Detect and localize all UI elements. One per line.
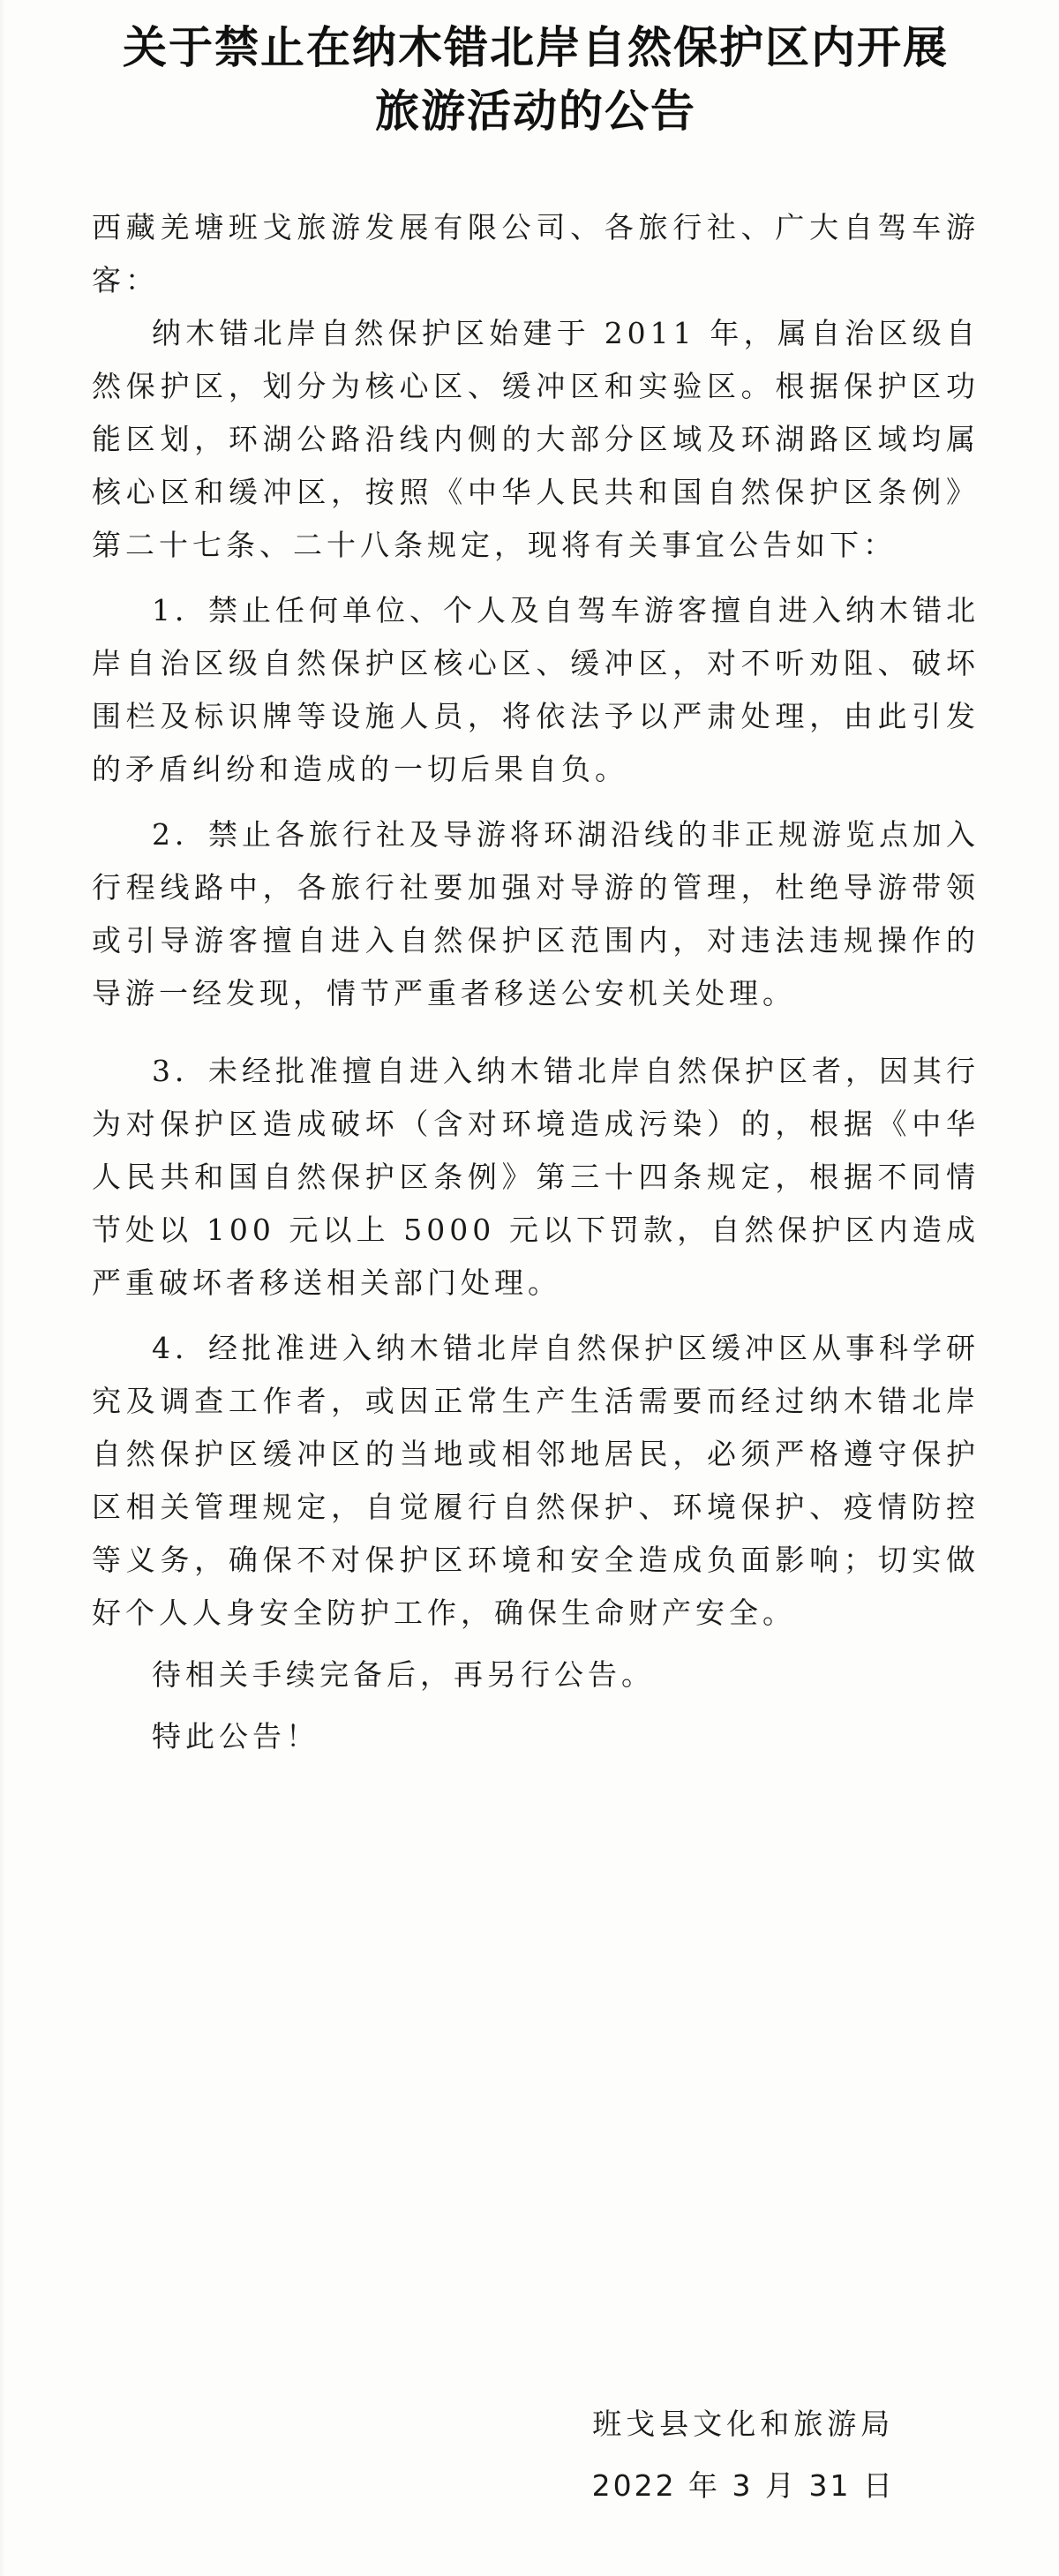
notice-signature xyxy=(592,2393,895,2517)
notice-item-2: 2．禁止各旅行社及导游将环湖沿线的非正规游览点加入行程线路中，各旅行社要加强对导游的管理，杜绝导游带领或引导游客擅自进入自然保护区范围内，对违法违规操作的导游一经发现，情节严重者移送公安机关处理。 xyxy=(92,817,980,1010)
notice-title xyxy=(92,16,980,143)
notice-item-3: 3．未经批准擅自进入纳木错北岸自然保护区者，因其行为对保护区造成破坏（含对环境造成污染）的，根据《中华人民共和国自然保护区条例》第三十四条规定，根据不同情节处以 100 元以上 5000 元以下罚款，自然保护区内造成严重破坏者移送相关部门处理。 xyxy=(92,1054,980,1300)
notice-title-line-1: 关于禁止在纳木错北岸自然保护区内开展 xyxy=(123,22,949,73)
notice-closing-phrase: 特此公告！ xyxy=(152,1719,319,1754)
issue-date: 2022 年 3 月 31 日 xyxy=(591,2468,895,2503)
issuer-name: 班戈县文化和旅游局 xyxy=(592,2407,895,2441)
notice-intro: 纳木错北岸自然保护区始建于 2011 年，属自治区级自然保护区，划分为核心区、缓冲区和实验区。根据保护区功能区划，环湖公路沿线内侧的大部分区域及环湖路区域均属核心区和缓冲区，按照《中华人民共和国自然保护区条例》第二十七条、二十八条规定，现将有关事宜公告如下： xyxy=(92,316,980,562)
notice-item-1: 1．禁止任何单位、个人及自驾车游客擅自进入纳木错北岸自治区级自然保护区核心区、缓冲区，对不听劝阻、破坏围栏及标识牌等设施人员，将依法予以严肃处理，由此引发的矛盾纠纷和造成的一切后果自负。 xyxy=(92,593,980,786)
notice-addressee: 西藏羌塘班戈旅游发展有限公司、各旅行社、广大自驾车游客： xyxy=(92,210,980,297)
scan-edge-left xyxy=(0,0,5,2576)
notice-title-line-2: 旅游活动的公告 xyxy=(375,86,696,137)
notice-body xyxy=(92,201,980,1763)
notice-item-4: 4．经批准进入纳木错北岸自然保护区缓冲区从事科学研究及调查工作者，或因正常生产生活需要而经过纳木错北岸自然保护区缓冲区的当地或相邻地居民，必须严格遵守保护区相关管理规定，自觉履行自然保护、环境保护、疫情防控等义务，确保不对保护区环境和安全造成负面影响；切实做好个人人身安全防护工作，确保生命财产安全。 xyxy=(92,1331,980,1630)
notice-closing-line: 待相关手续完备后，再另行公告。 xyxy=(152,1657,655,1692)
